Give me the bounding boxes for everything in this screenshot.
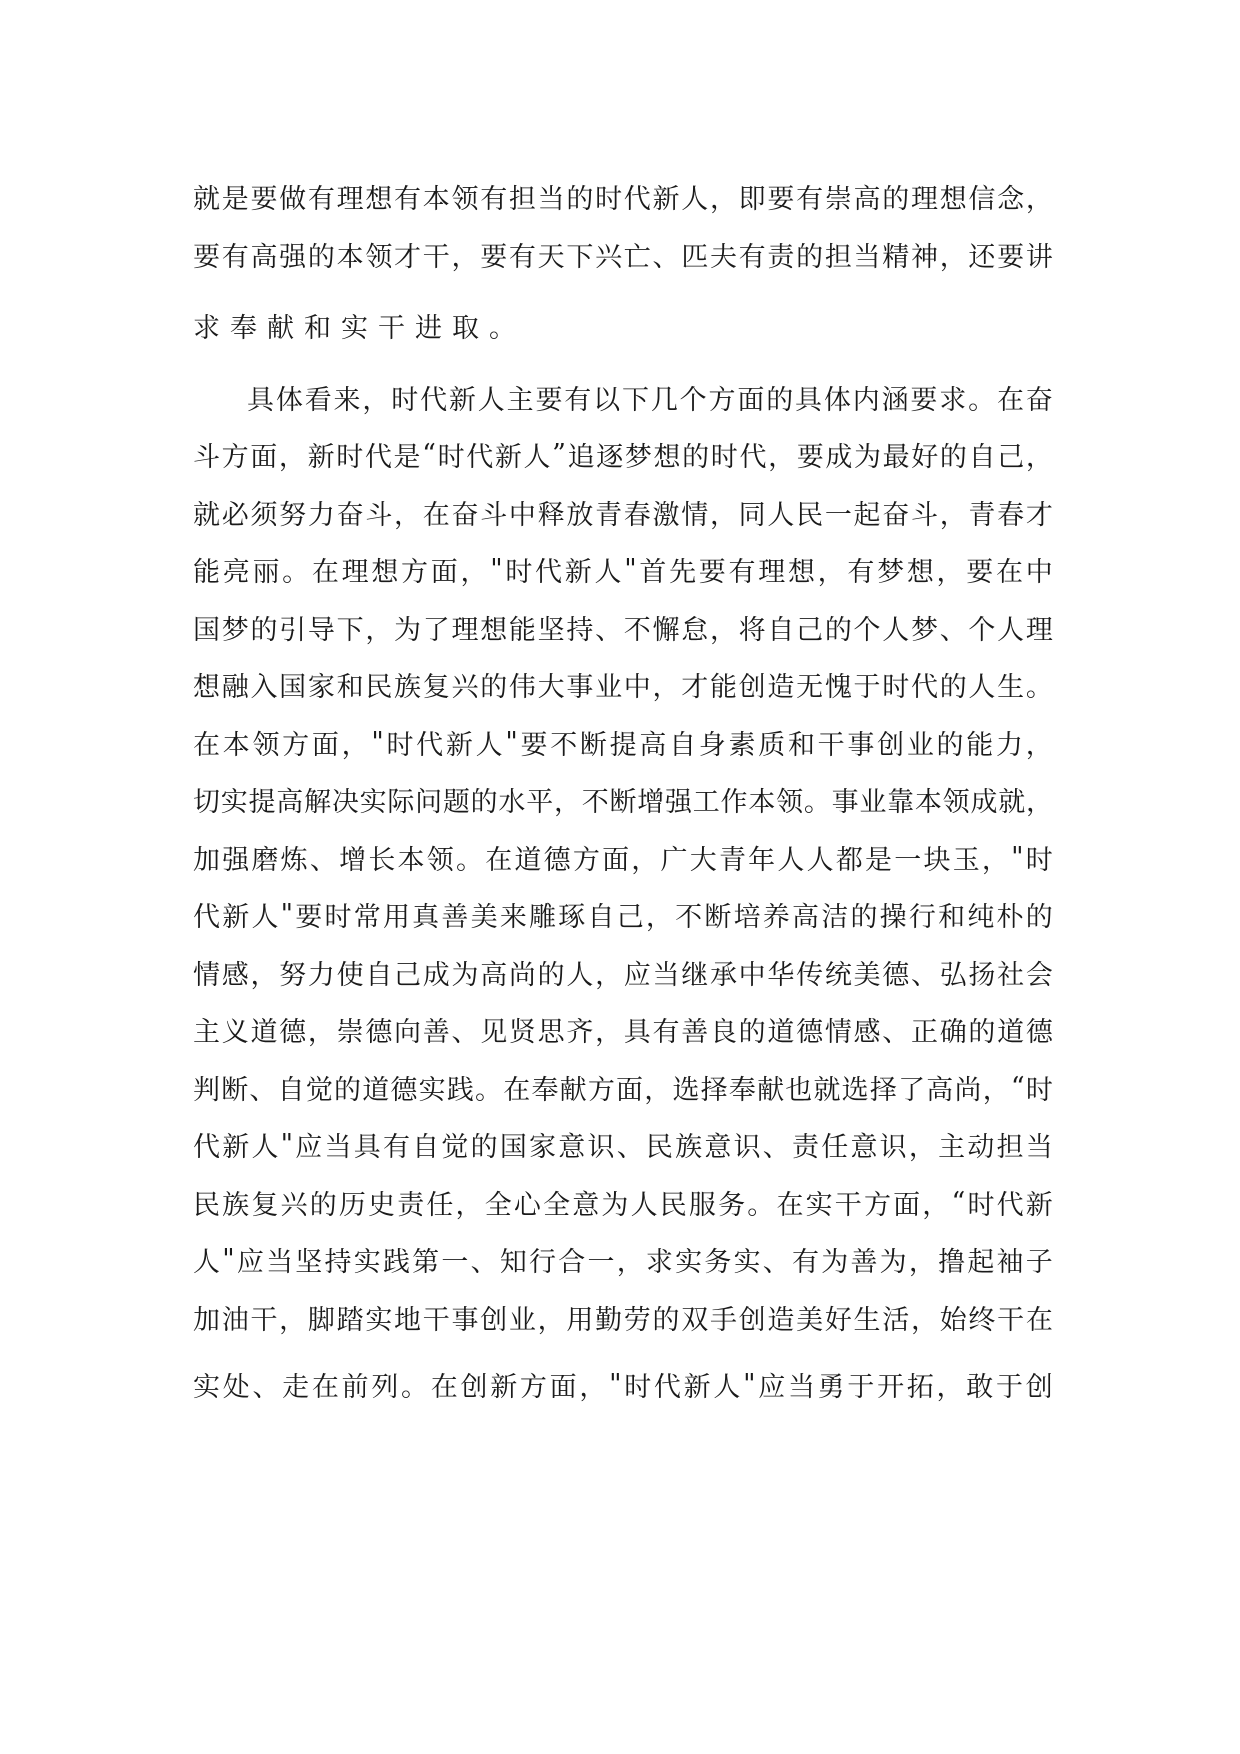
text-line: 人 " 应 当 坚 持 实 践 第 一 、 知 行 合 一 ， 求 实 务 实 、 有 为 善 为 ， 撸 起 袖 子 xyxy=(193,1244,1053,1279)
body-text xyxy=(193,168,1053,1414)
text-line: 能 亮 丽 。 在 理 想 方 面 ， " 时 代 新 人 " 首 先 要 有 理 想 ， 有 梦 想 ， 要 在 中 xyxy=(193,554,1053,589)
text-line: 实 处 、 走 在 前 列 。 在 创 新 方 面 ， " 时 代 新 人 " 应 当 勇 于 开 拓 ， 敢 于 创 xyxy=(193,1369,1053,1404)
text-line: 要 有 高 强 的 本 领 才 干 ， 要 有 天 下 兴 亡 、 匹 夫 有 责 的 担 当 精 神 ， 还 要 讲 xyxy=(193,241,1053,273)
text-line: 切 实 提 高 解 决 实 际 问 题 的 水 平 ， 不 断 增 强 工 作 本 领 。 事 业 靠 本 领 成 就 ， xyxy=(193,787,1053,819)
text-line: 情 感 ， 努 力 使 自 己 成 为 高 尚 的 人 ， 应 当 继 承 中 华 传 统 美 德 、 弘 扬 社 会 xyxy=(193,959,1053,991)
text-line: 就 必 须 努 力 奋 斗 ， 在 奋 斗 中 释 放 青 春 激 情 ， 同 人 民 一 起 奋 斗 ， 青 春 才 xyxy=(193,499,1053,531)
text-line: 代 新 人 " 应 当 具 有 自 觉 的 国 家 意 识 、 民 族 意 识 、 责 任 意 识 ， 主 动 担 当 xyxy=(193,1129,1053,1164)
paragraph-start-line: 具 体 看 来 ， 时 代 新 人 主 要 有 以 下 几 个 方 面 的 具 体 内 涵 要 求 。 在 奋 xyxy=(247,384,1053,416)
text-line: 斗 方 面 ， 新 时 代 是 “ 时 代 新 人 ” 追 逐 梦 想 的 时 代 ， 要 成 为 最 好 的 自 己 ， xyxy=(193,439,1053,474)
text-line: 求 奉 献 和 实 干 进 取 。 xyxy=(193,313,516,345)
text-line: 代 新 人 " 要 时 常 用 真 善 美 来 雕 琢 自 己 ， 不 断 培 养 高 洁 的 操 行 和 纯 朴 的 xyxy=(193,899,1053,934)
text-line: 加 强 磨 炼 、 增 长 本 领 。 在 道 德 方 面 ， 广 大 青 年 人 人 都 是 一 块 玉 ， " 时 xyxy=(193,841,1053,876)
text-line: 就 是 要 做 有 理 想 有 本 领 有 担 当 的 时 代 新 人 ， 即 要 有 崇 高 的 理 想 信 念 ， xyxy=(193,184,1053,216)
text-line: 想 融 入 国 家 和 民 族 复 兴 的 伟 大 事 业 中 ， 才 能 创 造 无 愧 于 时 代 的 人 生 。 xyxy=(193,672,1053,704)
text-line: 在 本 领 方 面 ， " 时 代 新 人 " 要 不 断 提 高 自 身 素 质 和 干 事 创 业 的 能 力 ， xyxy=(193,726,1053,761)
text-line: 加 油 干 ， 脚 踏 实 地 干 事 创 业 ， 用 勤 劳 的 双 手 创 造 美 好 生 活 ， 始 终 干 在 xyxy=(193,1304,1053,1336)
text-line: 国 梦 的 引 导 下 ， 为 了 理 想 能 坚 持 、 不 懈 怠 ， 将 自 己 的 个 人 梦 、 个 人 理 xyxy=(193,614,1053,646)
text-line: 主 义 道 德 ， 崇 德 向 善 、 见 贤 思 齐 ， 具 有 善 良 的 道 德 情 感 、 正 确 的 道 德 xyxy=(193,1017,1053,1049)
text-line: 民 族 复 兴 的 历 史 责 任 ， 全 心 全 意 为 人 民 服 务 。 在 实 干 方 面 ， “ 时 代 新 xyxy=(193,1186,1053,1221)
text-line: 判 断 、 自 觉 的 道 德 实 践 。 在 奉 献 方 面 ， 选 择 奉 献 也 就 选 择 了 高 尚 ， “ 时 xyxy=(193,1071,1053,1106)
